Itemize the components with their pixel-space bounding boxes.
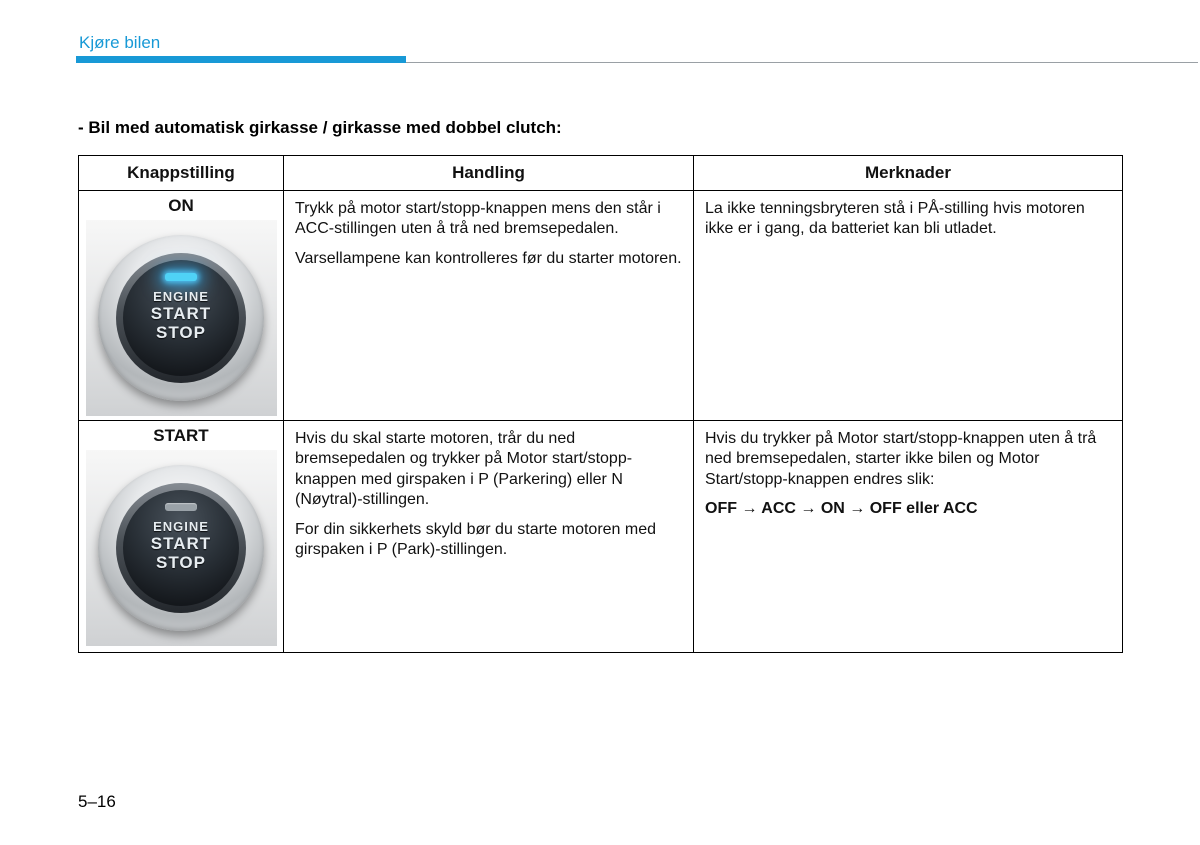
button-chrome-ring <box>98 465 264 631</box>
button-position-table <box>78 155 1123 653</box>
button-inner-ring <box>116 253 246 383</box>
table-row-on <box>79 191 1123 421</box>
page-number: 5–16 <box>78 792 116 811</box>
knappstilling-cell-start <box>79 421 284 653</box>
button-text-engine: ENGINE <box>153 519 209 534</box>
position-label-start: START <box>153 426 209 445</box>
section-heading: - Bil med automatisk girkasse / girkasse med dobbel clutch: <box>78 118 562 137</box>
header-accent-bar <box>76 56 406 63</box>
button-text-engine: ENGINE <box>153 289 209 304</box>
merknader-cell-start <box>694 421 1123 653</box>
handling-paragraph: Varsellampene kan kontrolleres før du starter motoren. <box>295 249 682 267</box>
merknader-paragraph: La ikke tenningsbryteren stå i PÅ-stilling hvis motoren ikke er i gang, da batteriet kan bli utladet. <box>705 200 1085 238</box>
button-chrome-ring <box>98 235 264 401</box>
button-text-stop: STOP <box>156 322 206 342</box>
button-face <box>123 490 239 606</box>
chapter-title: Kjøre bilen <box>79 33 161 52</box>
button-face <box>123 260 239 376</box>
handling-cell-start <box>284 421 694 653</box>
merknader-paragraph: Hvis du trykker på Motor start/stopp-knappen uten å trå ned bremsepedalen, starter ikke bilen og Motor Start/stopp-knappen endres slik: <box>705 430 1097 488</box>
button-text-stop: STOP <box>156 552 206 572</box>
merknader-cell-on <box>694 191 1123 421</box>
button-text-start: START <box>150 533 212 553</box>
handling-paragraph: For din sikkerhets skyld bør du starte motoren med girspaken i P (Park)-stillingen. <box>295 520 657 559</box>
knappstilling-cell-on <box>79 191 284 421</box>
power-indicator-icon-off <box>165 503 197 511</box>
column-header-merknader: Merknader <box>694 156 1123 191</box>
handling-cell-on <box>284 191 694 421</box>
column-header-handling: Handling <box>284 156 694 191</box>
table-header-row <box>79 156 1123 191</box>
position-label-on: ON <box>168 196 194 215</box>
engine-start-stop-button-on-image <box>86 220 277 416</box>
button-text-start: START <box>150 303 212 323</box>
table-row-start <box>79 421 1123 653</box>
handling-paragraph: Trykk på motor start/stopp-knappen mens den står i ACC-stillingen uten å trå ned bremsepedalen. <box>295 200 661 238</box>
mode-sequence-text: OFF → ACC → ON → OFF eller ACC <box>705 500 978 518</box>
button-inner-ring <box>116 483 246 613</box>
handling-paragraph: Hvis du skal starte motoren, trår du ned bremsepedalen og trykker på Motor start/stopp-knappen med girspaken i P (Parkering) eller N (Nøytral)-stillingen. <box>295 430 633 509</box>
engine-start-stop-button-start-image <box>86 450 277 646</box>
column-header-knappstilling: Knappstilling <box>79 156 284 191</box>
power-indicator-icon-on <box>165 273 197 281</box>
